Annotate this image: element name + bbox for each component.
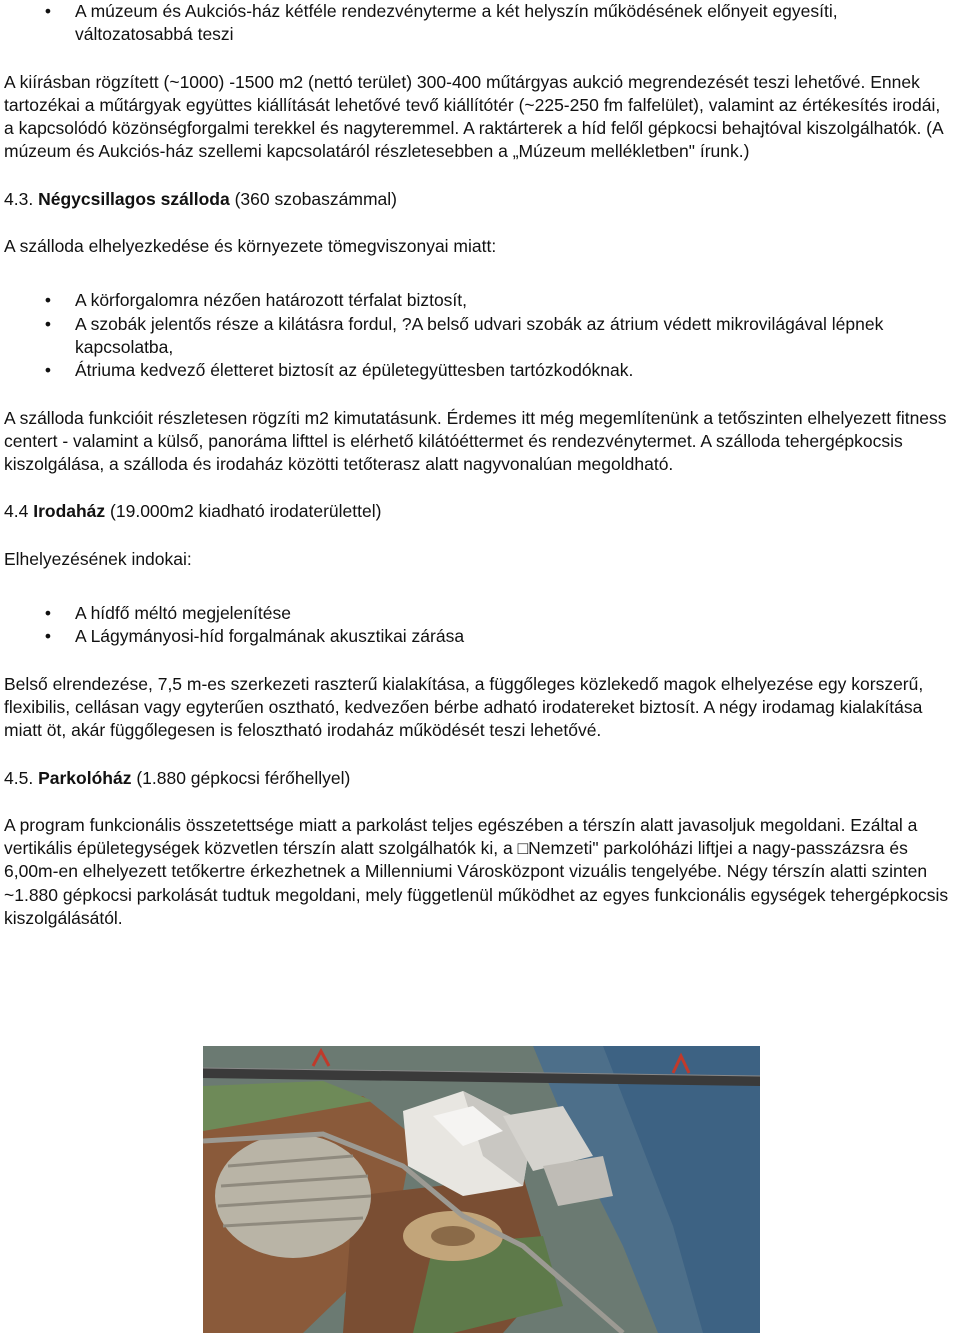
museum-paragraph: A kiírásban rögzített (~1000) -1500 m2 (nettó terület) 300-400 műtárgyas aukció megrendezését teszi lehetővé. Ennek tartozékai a műtárgyak együttes kiállítását lehetővé tevő kiállítótér (~225-250 fm falfelület), valamint az értékesítés irodái, a kapcsolódó közönségforgalmi terekkel és nagyteremmel. A raktárterek a híd felől gépkocsi behajtóval kiszolgálhatók. (A múzeum és Aukciós-ház szellemi kapcsolatáról részletesebben a „Múzeum mellékletben" írunk.) xyxy=(4,71,943,162)
hotel-paragraph: A szálloda funkcióit részletesen rögzíti m2 kimutatásunk. Érdemes itt még megemlítenünk a tetőszinten elhelyezett fitness centert - valamint a külső, panoráma lifttel is elérhető kilátóéttermet és rendezvénytermet. A szálloda tehergépkocsis kiszolgálása, a szálloda és irodaház közötti tetőterasz alatt nagyvonalúan megoldható. xyxy=(4,407,947,475)
bullet-icon: • xyxy=(44,360,52,381)
bullet-icon: • xyxy=(44,1,52,21)
list-item: • Átriuma kedvező életteret biztosít az épületegyüttesben tartózkodóknak. xyxy=(4,359,954,382)
list-item: • A hídfő méltó megjelenítése xyxy=(4,602,954,625)
list-item: • A múzeum és Aukciós-ház kétféle rendezvényterme a két helyszín működésének előnyeit egyesíti, változatosabbá teszi xyxy=(44,1,838,45)
site-render-illustration xyxy=(203,1046,760,1333)
bullet-icon: • xyxy=(44,313,52,334)
intro-bullet-list xyxy=(4,0,954,47)
office-heading: 4.4 Irodaház (19.000m2 kiadható irodaterülettel) xyxy=(4,501,382,522)
hotel-heading: 4.3. Négycsillagos szálloda (360 szobaszámmal) xyxy=(4,188,397,209)
parking-paragraph: A program funkcionális összetettsége miatt a parkolást teljes egészében a térszín alatt javasoljuk megoldani. Ezáltal a vertikális épületegységek közvetlen térszín alatt szolgálhatók ki, a □Nemzeti" parkolóházi liftjei a nagy-passzázsra és 6,00m-en elhelyezett tetőkertre érkezhetnek a Millenniumi Városközpont vizuális tengelyébe. Négy térszín alatti szinten ~1.880 gépkocsi parkolását tudtuk megoldani, mely függetlenül működhet az egyes funkcionális egységek tehergépkocsis kiszolgálásától. xyxy=(4,814,949,929)
office-intro: Elhelyezésének indokai: xyxy=(4,548,192,569)
office-paragraph: Belső elrendezése, 7,5 m-es szerkezeti raszterű kialakítása, a függőleges közlekedő magok elhelyezése egy korszerű, flexibilis, cellásan vagy egyterűen osztható, kedvezően bérbe adható irodatereket biztosít. A négy irodamag kialakítása miatt öt, akár függőlegesen is felosztható irodaház működését teszi lehetővé. xyxy=(4,673,924,741)
list-item: • A Lágymányosi-híd forgalmának akusztikai zárása xyxy=(4,625,954,648)
hotel-intro: A szálloda elhelyezkedése és környezete tömegviszonyai miatt: xyxy=(4,236,497,257)
parking-heading: 4.5. Parkolóház (1.880 gépkocsi férőhellyel) xyxy=(4,767,351,788)
architectural-render-image xyxy=(203,1046,760,1333)
list-item: • A szobák jelentős része a kilátásra fordul, ?A belső udvari szobák az átrium védett mikrovilágával lépnek kapcsolatba, xyxy=(44,313,884,357)
document-page xyxy=(4,0,954,930)
bullet-icon: • xyxy=(44,626,52,647)
office-bullet-list xyxy=(4,602,954,649)
bullet-icon: • xyxy=(44,290,52,311)
hotel-bullet-list xyxy=(4,289,954,382)
bullet-icon: • xyxy=(44,603,52,624)
list-item: • A körforgalomra nézően határozott térfalat biztosít, xyxy=(4,289,954,312)
